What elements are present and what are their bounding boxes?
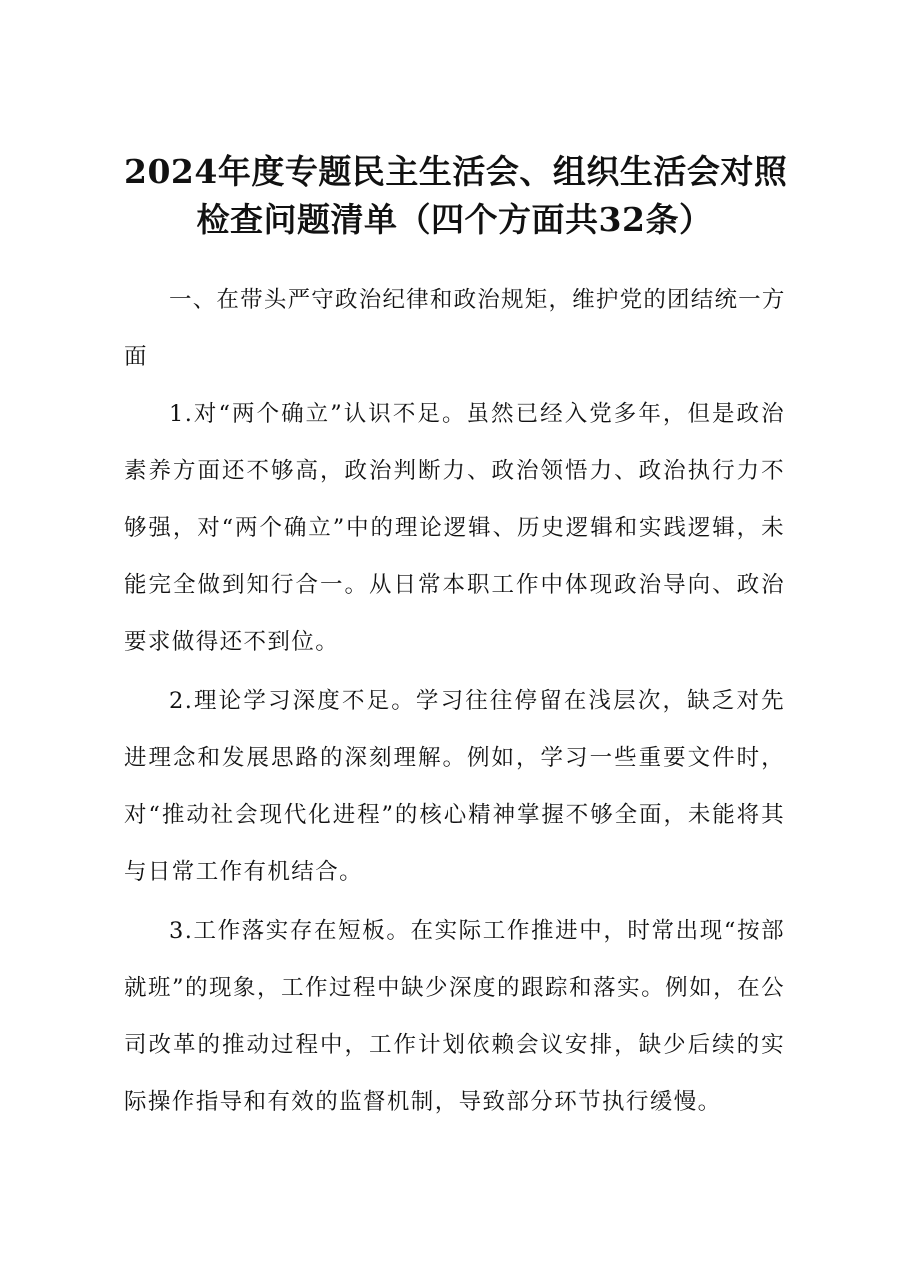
title-line-2: 检查问题清单（四个方面共32条） <box>196 200 713 239</box>
paragraph-3: 3.工作落实存在短板。在实际工作推进中，时常出现“按部就班”的现象，工作过程中缺少深度的跟踪和落实。例如，在公司改革的推动过程中，工作计划依赖会议安排，缺少后续的实际操作指导和有效的监督机制，导致部分环节执行缓慢。 <box>124 918 785 1115</box>
paragraph-2: 2.理论学习深度不足。学习往往停留在浅层次，缺乏对先进理念和发展思路的深刻理解。例如，学习一些重要文件时，对“推动社会现代化进程”的核心精神掌握不够全面，未能将其与日常工作有机结合。 <box>124 688 785 885</box>
document-title <box>124 148 788 244</box>
title-line-1: 2024年度专题民主生活会、组织生活会对照 <box>124 152 788 191</box>
paragraph-1: 1.对“两个确立”认识不足。虽然已经入党多年，但是政治素养方面还不够高，政治判断力、政治领悟力、政治执行力不够强，对“两个确立”中的理论逻辑、历史逻辑和实践逻辑，未能完全做到知行合一。从日常本职工作中体现政治导向、政治要求做得还不到位。 <box>124 401 785 655</box>
section-1-heading: 一、在带头严守政治纪律和政治规矩，维护党的团结统一方面 <box>124 287 785 370</box>
